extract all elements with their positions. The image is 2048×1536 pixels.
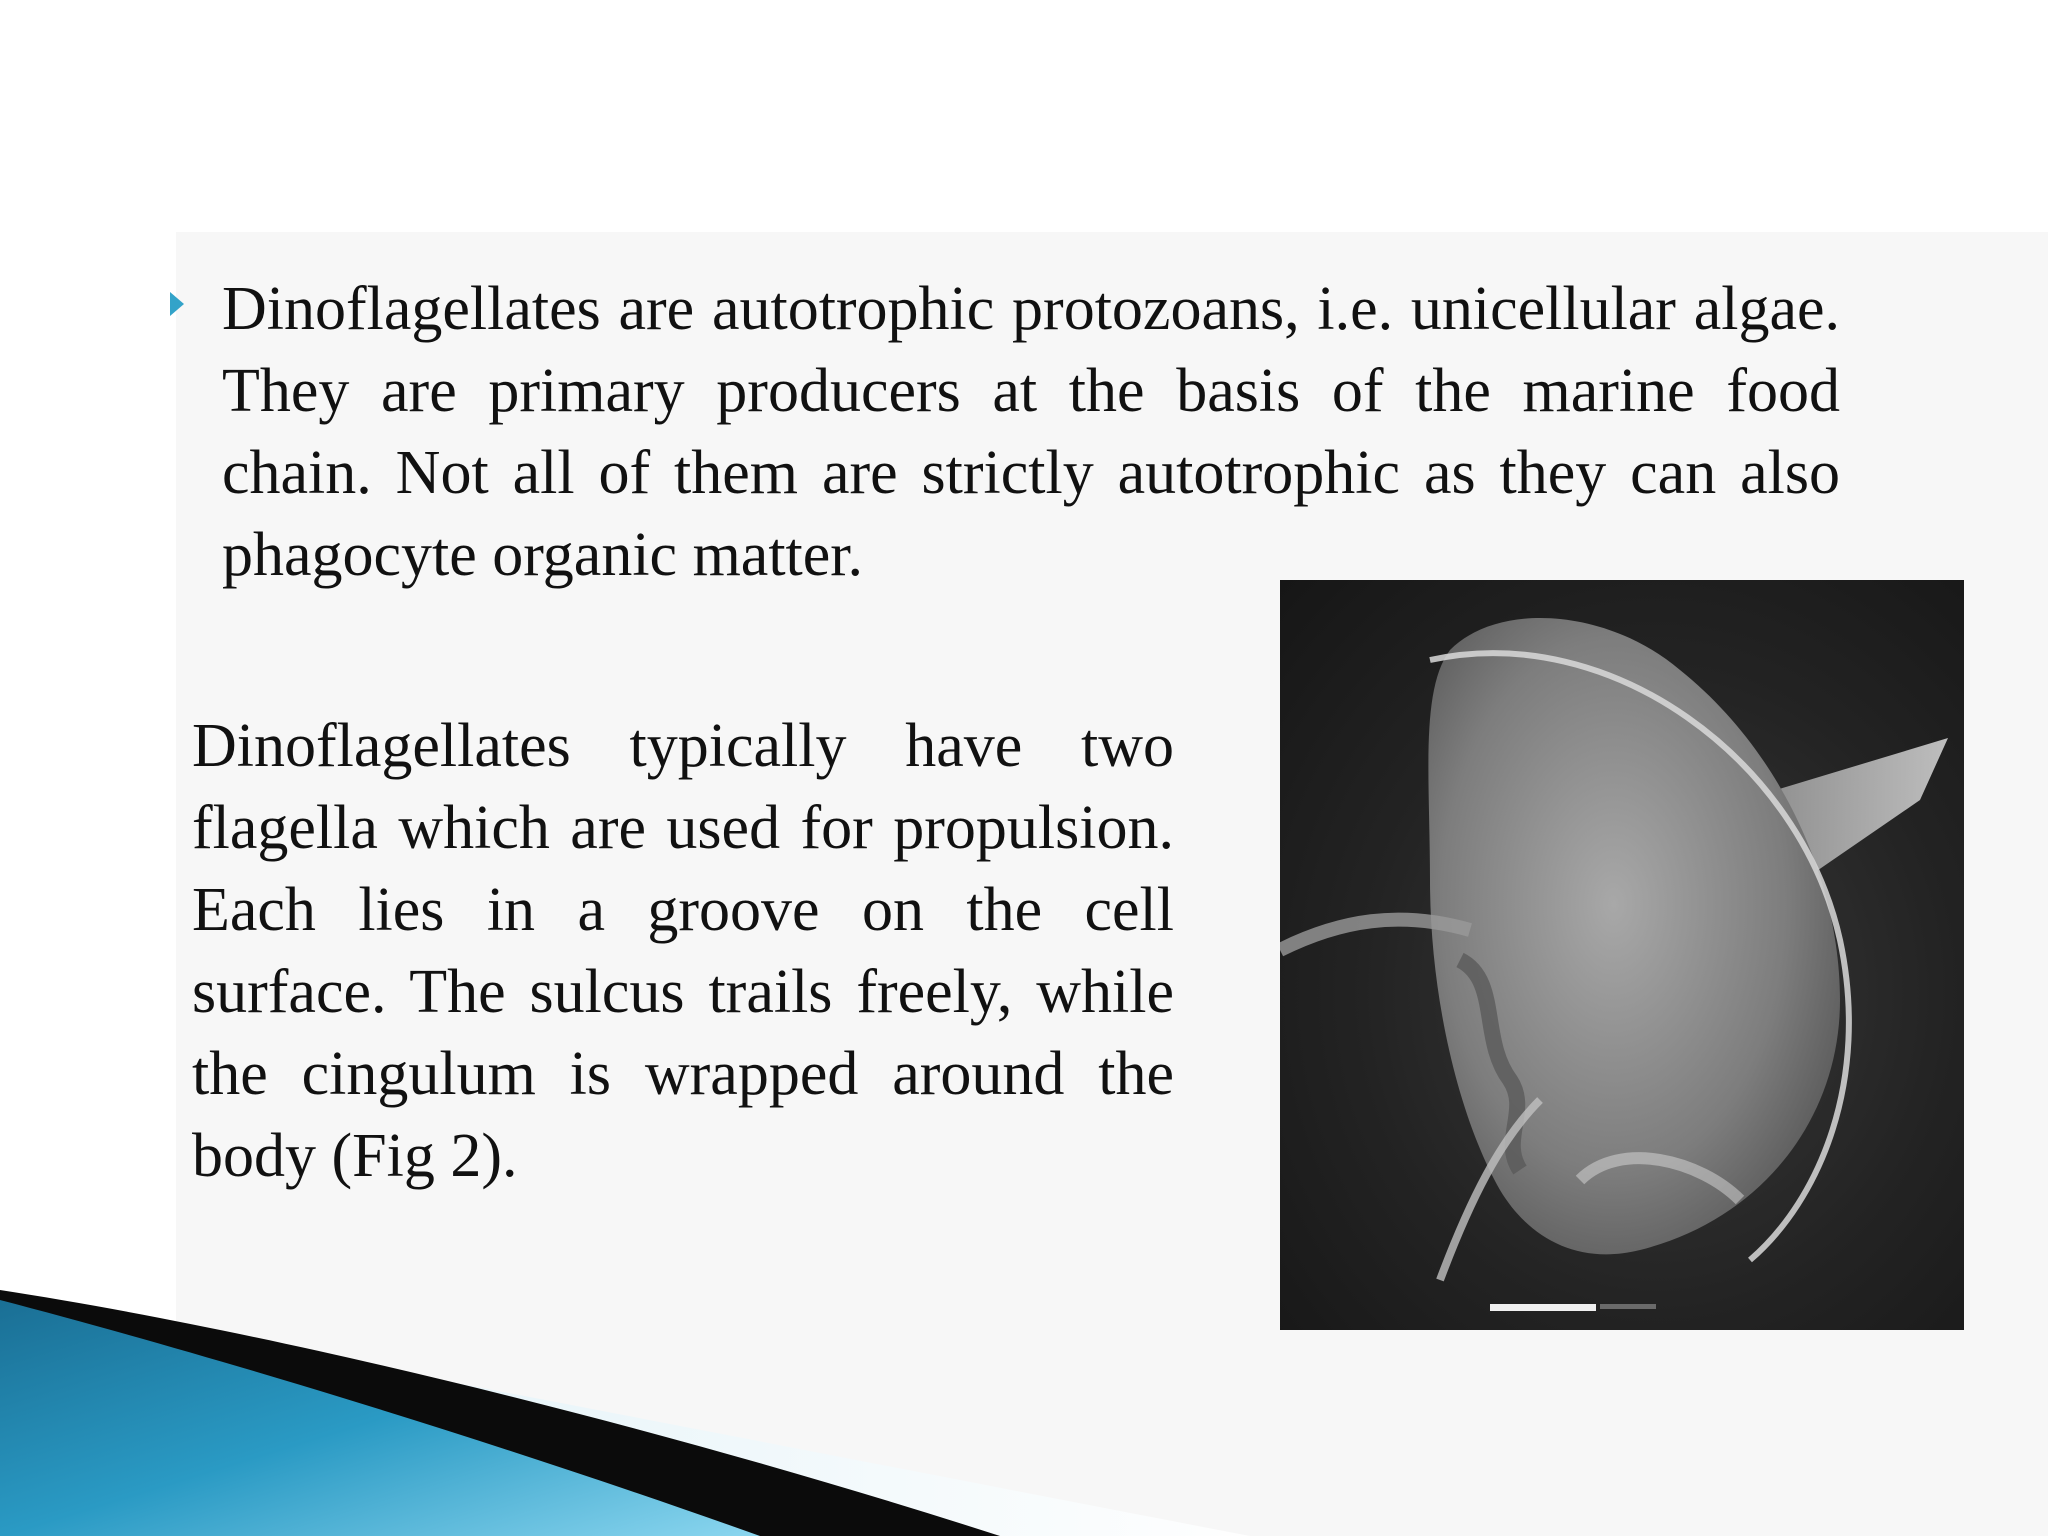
bullet-arrow-icon	[170, 292, 184, 316]
flagella-paragraph: Dinoflagellates typically have two flagella which are used for propulsion. Each lies in a groove on the cell surface. The sulcus trails freely, while the cingulum is wrapped around the body (Fig 2).	[192, 712, 1174, 1190]
bullet-text: Dinoflagellates are autotrophic protozoans, i.e. unicellular algae. They are primary producers at the basis of the marine food chain. Not all of them are strictly autotrophic as they can also phagocyte organic matter.	[222, 275, 1840, 589]
dinoflagellate-image	[1280, 580, 1964, 1330]
